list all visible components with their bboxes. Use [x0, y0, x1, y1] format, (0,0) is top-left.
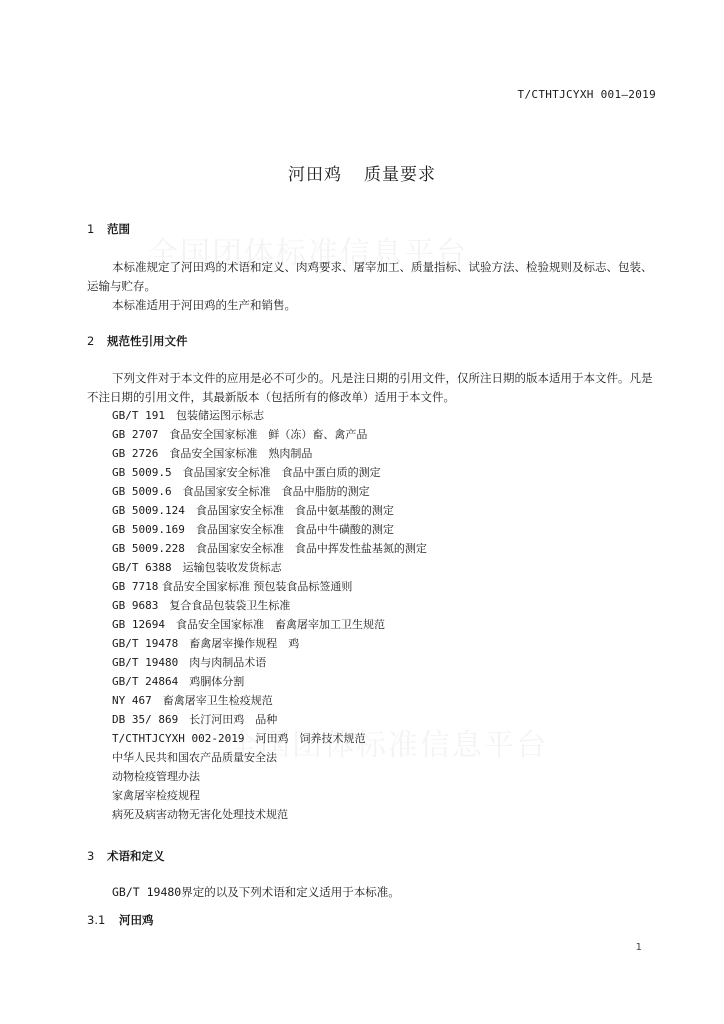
reference-item: GB 5009.5 食品国家安全标准 食品中蛋白质的测定 — [112, 466, 381, 479]
section-3-1-heading — [87, 912, 154, 928]
title-part-1: 河田鸡 — [288, 165, 342, 185]
section-title: 河田鸡 — [119, 913, 154, 927]
reference-item: GB 2726 食品安全国家标准 熟肉制品 — [112, 447, 313, 460]
reference-item: GB/T 191 包装储运图示标志 — [112, 409, 264, 422]
section-number: 3.1 — [87, 913, 106, 927]
reference-item: 家禽屠宰检疫规程 — [112, 789, 200, 802]
section-title: 规范性引用文件 — [107, 334, 188, 348]
section-3-heading — [87, 848, 165, 864]
reference-list — [112, 406, 427, 824]
reference-item: GB 9683 复合食品包装袋卫生标准 — [112, 599, 291, 612]
paragraph-text: 界定的以及下列术语和定义适用于本标准。 — [181, 885, 400, 899]
document-title — [0, 160, 724, 185]
reference-item: GB/T 24864 鸡胴体分割 — [112, 675, 245, 688]
reference-item: GB/T 19478 畜禽屠宰操作规程 鸡 — [112, 637, 300, 650]
reference-item: DB 35/ 869 长汀河田鸡 品种 — [112, 713, 278, 726]
title-part-2: 质量要求 — [364, 165, 436, 185]
reference-item: T/CTHTJCYXH 002-2019 河田鸡 饲养技术规范 — [112, 732, 366, 745]
reference-item: GB/T 6388 运输包装收发货标志 — [112, 561, 282, 574]
section-3-paragraph-1 — [87, 883, 657, 902]
section-number: 1 — [87, 222, 95, 236]
section-number: 2 — [87, 334, 95, 348]
reference-item: GB 5009.228 食品国家安全标准 食品中挥发性盐基氮的测定 — [112, 542, 427, 555]
reference-item: GB 2707 食品安全国家标准 鲜（冻）畜、禽产品 — [112, 428, 368, 441]
section-1-paragraph-2: 本标准适用于河田鸡的生产和销售。 — [112, 298, 296, 312]
section-title: 术语和定义 — [107, 849, 165, 863]
reference-item: 动物检疫管理办法 — [112, 770, 200, 783]
section-2-heading — [87, 333, 188, 349]
page-number: 1 — [635, 942, 642, 953]
section-1-paragraph-1: 本标准规定了河田鸡的术语和定义、肉鸡要求、屠宰加工、质量指标、试验方法、检验规则及标志、包装、运输与贮存。 — [87, 260, 653, 293]
section-2-paragraph-1: 下列文件对于本文件的应用是必不可少的。凡是注日期的引用文件，仅所注日期的版本适用于本文件。凡是不注日期的引用文件，其最新版本（包括所有的修改单）适用于本文件。 — [87, 371, 653, 404]
referenced-standard: GB/T 19480 — [112, 885, 182, 899]
reference-item: GB 7718 食品安全国家标准 预包装食品标签通则 — [112, 580, 353, 593]
section-title: 范围 — [107, 222, 130, 236]
reference-item: GB 12694 食品安全国家标准 畜禽屠宰加工卫生规范 — [112, 618, 385, 631]
reference-item: 中华人民共和国农产品质量安全法 — [112, 751, 277, 764]
standard-code: T/CTHTJCYXH 001—2019 — [517, 88, 656, 101]
reference-item: GB 5009.169 食品国家安全标准 食品中牛磺酸的测定 — [112, 523, 394, 536]
section-number: 3 — [87, 849, 95, 863]
reference-item: 病死及病害动物无害化处理技术规范 — [112, 808, 288, 821]
section-1-heading — [87, 221, 130, 237]
reference-item: NY 467 畜禽屠宰卫生检疫规范 — [112, 694, 273, 707]
reference-item: GB 5009.6 食品国家安全标准 食品中脂肪的测定 — [112, 485, 370, 498]
reference-item: GB 5009.124 食品国家安全标准 食品中氨基酸的测定 — [112, 504, 394, 517]
reference-item: GB/T 19480 肉与肉制品术语 — [112, 656, 267, 669]
